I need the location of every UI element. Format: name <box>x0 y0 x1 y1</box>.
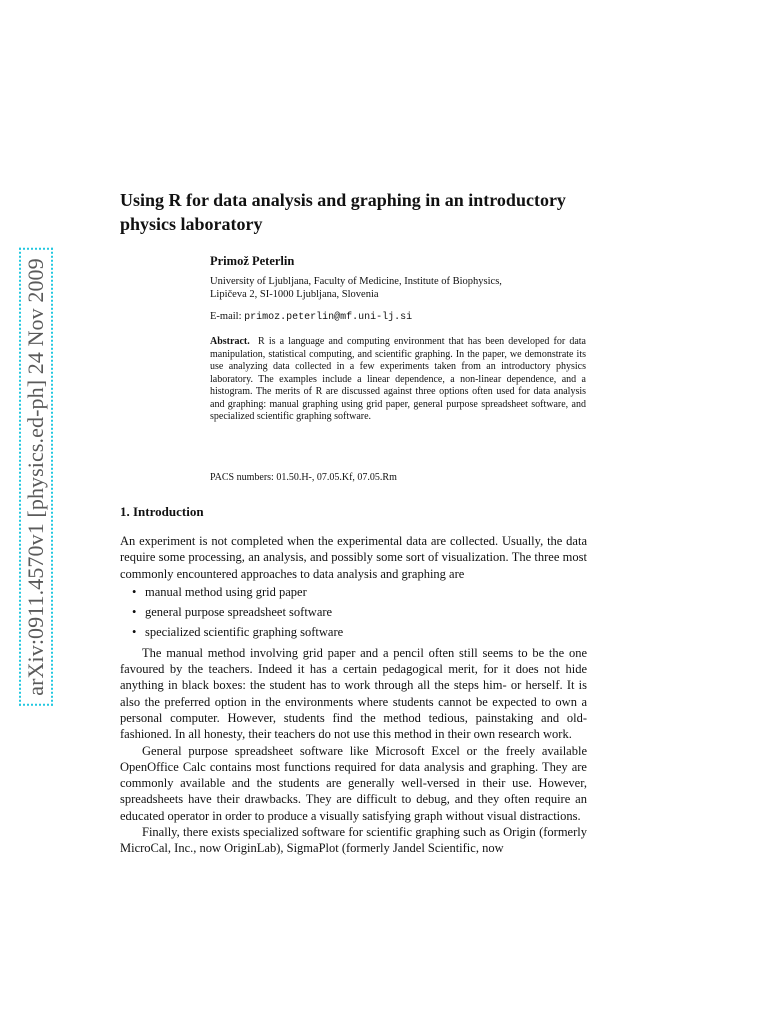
bullet-list <box>120 584 587 641</box>
bullet-icon: • <box>132 625 137 640</box>
arxiv-identifier[interactable]: arXiv:0911.4570v1 [physics.ed-ph] 24 Nov 2009 <box>21 250 51 704</box>
affiliation-line-2: Lipičeva 2, SI-1000 Ljubljana, Slovenia <box>210 289 379 300</box>
list-item <box>120 584 587 600</box>
author-name: Primož Peterlin <box>210 254 295 268</box>
paragraph: An experiment is not completed when the experimental data are collected. Usually, the data require some processing, an analysis, and possibly some sort of visualization. The three most commonly encountered approaches to data analysis and graphing are <box>120 534 587 581</box>
abstract <box>210 336 586 424</box>
abstract-label: Abstract. <box>210 336 250 347</box>
email-address[interactable]: primoz.peterlin@mf.uni-lj.si <box>244 312 413 323</box>
author-block <box>210 254 590 323</box>
abstract-text: R is a language and computing environment that has been developed for data manipulation, statistical computing, and scientific graphing. In the paper, we demonstrate its use analyzing data collected in a few experiments taken from an introductory physics laboratory. The examples include a linear dependence, a non-linear dependence, and a histogram. The merits of R are discussed against three options often used for data analysis and graphing: manual graphing using grid paper, general purpose spreadsheet software, and specialized scientific graphing software. <box>210 336 586 422</box>
paragraph: General purpose spreadsheet software like Microsoft Excel or the freely available OpenOffice Calc contains most functions required for data analysis and graphing. They are commonly available and the students are generally well-versed in their use. However, spreadsheets have their drawbacks. They are difficult to debug, and they often require an educated operator in order to produce a visually satisfying graph without visual distractions. <box>120 743 587 823</box>
email-label: E-mail: <box>210 311 242 322</box>
list-item-text: manual method using grid paper <box>145 584 307 599</box>
paragraph: Finally, there exists specialized software for scientific graphing such as Origin (formerly MicroCal, Inc., now OriginLab), SigmaPlot (formerly Jandel Scientific, now <box>120 825 587 856</box>
email-line <box>210 311 590 323</box>
bullet-icon: • <box>132 584 137 599</box>
list-item-text: specialized scientific graphing software <box>145 625 344 640</box>
introduction-body <box>120 533 587 857</box>
section-heading: 1. Introduction <box>120 504 204 519</box>
list-item-text: general purpose spreadsheet software <box>145 605 333 620</box>
paper-title: Using R for data analysis and graphing in an introductory physics laboratory <box>120 190 566 234</box>
pacs-numbers: PACS numbers: 01.50.H-, 07.05.Kf, 07.05.Rm <box>210 472 397 483</box>
affiliation-line-1: University of Ljubljana, Faculty of Medicine, Institute of Biophysics, <box>210 276 502 287</box>
paragraph: The manual method involving grid paper and a pencil often still seems to be the one favoured by the teachers. Indeed it has a certain pedagogical merit, for it does not hide anything in black boxes: the student has to work through all the steps him- or herself. It is also the preferred option in the environments where students cannot be expected to own a personal computer. However, students find the method tedious, painstaking and old-fashioned. In all honesty, their teachers do not use this method in their own research work. <box>120 645 587 742</box>
list-item <box>120 624 587 640</box>
list-item <box>120 604 587 620</box>
bullet-icon: • <box>132 605 137 620</box>
